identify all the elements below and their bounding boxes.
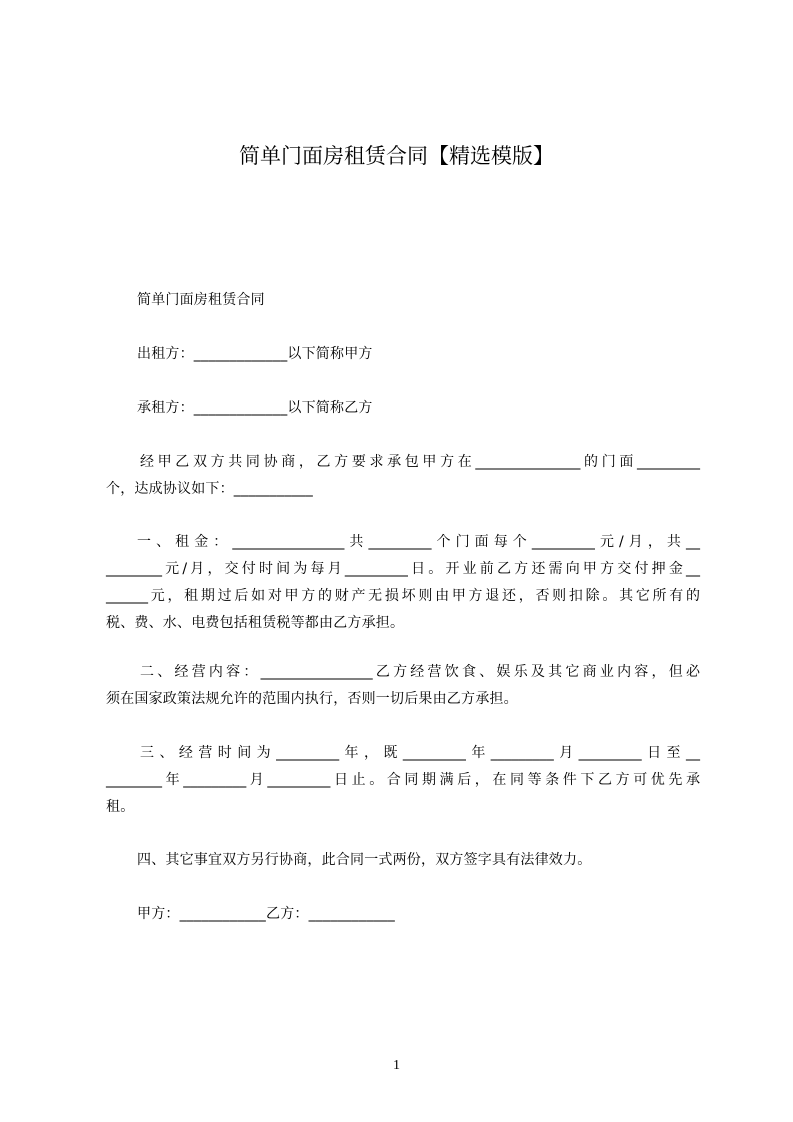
clause-2-line-2: 须在国家政策法规允许的范围内执行，否则一切后果由乙方承担。 xyxy=(106,691,518,707)
clause-3-line-1: 三、经营时间为_________年，既_________年_________月_________日至__ xyxy=(140,745,700,761)
signature-line: 甲方：____________乙方：____________ xyxy=(137,906,395,922)
clause-1-line-4: 税、费、水、电费包括租赁税等都由乙方承担。 xyxy=(106,615,405,631)
intro-line-1: 经甲乙双方共同协商，乙方要求承包甲方在_______________的门面_________ xyxy=(140,454,700,470)
clause-1-line-2: ________元/月，交付时间为每月_________日。开业前乙方还需向甲方交付押金__ xyxy=(106,561,700,577)
intro-line-2: 个，达成协议如下：___________ xyxy=(106,481,313,497)
clause-1-line-3: ______元，租期过后如对甲方的财产无损坏则由甲方退还，否则扣除。其它所有的 xyxy=(106,588,700,604)
clause-3-line-3: 租。 xyxy=(106,799,135,815)
lessee-line: 承租方：_____________以下简称乙方 xyxy=(137,400,373,416)
clause-2-line-1: 二、经营内容：________________乙方经营饮食、娱乐及其它商业内容，但必 xyxy=(140,664,700,680)
lessor-line: 出租方：_____________以下简称甲方 xyxy=(137,346,373,362)
document-title: 简单门面房租赁合同【精选模版】 xyxy=(239,144,554,168)
page-number: 1 xyxy=(393,1058,400,1073)
contract-subtitle: 简单门面房租赁合同 xyxy=(137,292,265,308)
clause-3-line-2: ________年_________月_________日止。合同期满后，在同等条件下乙方可优先承 xyxy=(106,772,700,788)
clause-1-line-1: 一、租金：________________共_________个门面每个_________元/月，共__ xyxy=(137,534,700,550)
clause-4: 四、其它事宜双方另行协商，此合同一式两份，双方签字具有法律效力。 xyxy=(137,852,592,868)
